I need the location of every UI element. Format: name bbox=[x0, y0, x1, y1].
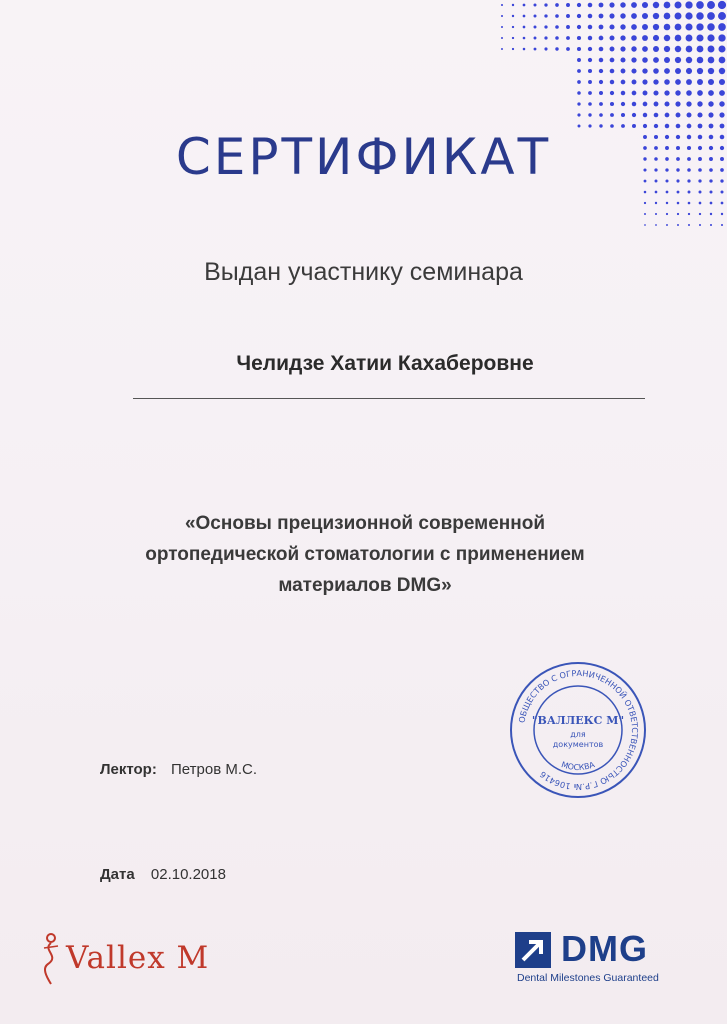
decorative-dot bbox=[577, 69, 581, 73]
decorative-dot bbox=[685, 12, 692, 19]
decorative-dot bbox=[696, 23, 703, 30]
decorative-dot bbox=[688, 191, 691, 194]
decorative-dot bbox=[642, 46, 648, 52]
decorative-dot bbox=[697, 112, 702, 117]
decorative-dot bbox=[685, 23, 692, 30]
decorative-dot bbox=[686, 101, 691, 106]
decorative-dot bbox=[620, 57, 625, 62]
dmg-arrow-icon bbox=[515, 932, 551, 968]
decorative-dot bbox=[631, 46, 636, 51]
decorative-dot bbox=[666, 202, 668, 204]
decorative-dot bbox=[610, 69, 615, 74]
decorative-dot bbox=[534, 48, 537, 51]
decorative-dot bbox=[621, 113, 625, 117]
decorative-dot bbox=[696, 1, 704, 9]
recipient-name: Челидзе Хатии Кахаберовне bbox=[236, 352, 534, 375]
decorative-dot bbox=[688, 224, 690, 226]
decorative-dot bbox=[686, 57, 692, 63]
decorative-dot bbox=[620, 2, 625, 7]
decorative-dot bbox=[609, 2, 614, 7]
decorative-dot bbox=[643, 102, 648, 107]
decorative-dot bbox=[719, 112, 724, 117]
decorative-dot bbox=[577, 47, 581, 51]
decorative-dot bbox=[699, 213, 701, 215]
decorative-dot bbox=[577, 25, 581, 29]
decorative-dot bbox=[577, 36, 581, 40]
decorative-dot bbox=[685, 1, 692, 8]
decorative-dot bbox=[599, 113, 603, 117]
decorative-dot bbox=[696, 12, 704, 20]
dmg-tagline: Dental Milestones Guaranteed bbox=[517, 972, 659, 984]
decorative-dot bbox=[501, 48, 503, 50]
decorative-dot bbox=[544, 3, 547, 6]
decorative-dot bbox=[610, 36, 615, 41]
date-label: Дата bbox=[100, 866, 135, 883]
decorative-dot bbox=[664, 101, 669, 106]
decorative-dot bbox=[588, 102, 592, 106]
decorative-dot bbox=[566, 14, 570, 18]
decorative-dot bbox=[675, 90, 680, 95]
decorative-dot bbox=[675, 101, 680, 106]
certificate-title: СЕРТИФИКАТ bbox=[175, 128, 552, 186]
decorative-dot bbox=[632, 102, 637, 107]
decorative-dot bbox=[555, 3, 559, 7]
decorative-dot bbox=[599, 36, 604, 41]
decorative-dot bbox=[533, 3, 536, 6]
decorative-dot bbox=[666, 191, 669, 194]
decorative-dot bbox=[642, 35, 648, 41]
decorative-dot bbox=[653, 46, 659, 52]
lecturer-value: Петров М.С. bbox=[171, 761, 257, 778]
decorative-dot bbox=[710, 191, 713, 194]
decorative-dot bbox=[501, 4, 503, 6]
decorative-dot bbox=[631, 13, 637, 19]
decorative-dot bbox=[655, 213, 657, 215]
decorative-dot bbox=[544, 36, 547, 39]
decorative-dot bbox=[610, 80, 614, 84]
decorative-dot bbox=[534, 26, 537, 29]
decorative-dot bbox=[642, 57, 648, 63]
decorative-dot bbox=[675, 35, 682, 42]
decorative-dot bbox=[707, 12, 715, 20]
decorative-dot bbox=[655, 202, 657, 204]
decorative-dot bbox=[643, 113, 647, 117]
decorative-dot bbox=[686, 90, 692, 96]
decorative-dot bbox=[653, 90, 658, 95]
vallex-wordmark: Vallex M bbox=[66, 940, 210, 976]
decorative-dot bbox=[697, 46, 704, 53]
decorative-dot bbox=[599, 91, 603, 95]
decorative-dot bbox=[686, 68, 692, 74]
stamp-company-name: "ВАЛЛЕКС М" bbox=[531, 714, 625, 727]
decorative-dot bbox=[664, 68, 670, 74]
decorative-dot bbox=[708, 90, 714, 96]
decorative-dot bbox=[632, 80, 637, 85]
decorative-dot bbox=[643, 91, 648, 96]
decorative-dot bbox=[677, 224, 679, 226]
decorative-dot bbox=[534, 15, 537, 18]
decorative-dot bbox=[676, 113, 681, 118]
decorative-dot bbox=[686, 46, 693, 53]
decorative-dot bbox=[621, 69, 626, 74]
decorative-dot bbox=[588, 58, 592, 62]
decorative-dot bbox=[675, 13, 682, 20]
decorative-dot bbox=[675, 79, 681, 85]
decorative-dot bbox=[577, 113, 580, 116]
decorative-dot bbox=[588, 3, 593, 8]
decorative-dot bbox=[599, 102, 603, 106]
decorative-dot bbox=[654, 113, 659, 118]
decorative-dot bbox=[620, 46, 625, 51]
stamp-line-1: для bbox=[570, 730, 586, 739]
decorative-dot bbox=[642, 24, 648, 30]
decorative-dot bbox=[512, 15, 514, 17]
decorative-dot bbox=[710, 202, 713, 205]
decorative-dot bbox=[534, 37, 537, 40]
course-title bbox=[110, 508, 620, 601]
decorative-dot bbox=[642, 79, 647, 84]
decorative-dot bbox=[708, 112, 713, 117]
decorative-dot bbox=[642, 68, 647, 73]
decorative-dot bbox=[644, 224, 646, 226]
decorative-dot bbox=[588, 113, 591, 116]
decorative-dot bbox=[588, 69, 592, 73]
decorative-dot bbox=[577, 58, 581, 62]
decorative-dot bbox=[566, 47, 570, 51]
decorative-dot bbox=[653, 79, 658, 84]
decorative-dot bbox=[609, 13, 614, 18]
decorative-dot bbox=[675, 46, 681, 52]
decorative-dot bbox=[588, 80, 592, 84]
decorative-dot bbox=[599, 25, 604, 30]
decorative-dot bbox=[675, 68, 681, 74]
decorative-dot bbox=[631, 68, 636, 73]
decorative-dot bbox=[621, 91, 626, 96]
decorative-dot bbox=[686, 35, 693, 42]
decorative-dot bbox=[677, 213, 679, 215]
decorative-dot bbox=[577, 3, 581, 7]
decorative-dot bbox=[664, 57, 670, 63]
decorative-dot bbox=[666, 224, 668, 226]
decorative-dot bbox=[664, 79, 670, 85]
decorative-dot bbox=[720, 190, 723, 193]
decorative-dot bbox=[664, 90, 669, 95]
decorative-dot bbox=[555, 25, 559, 29]
decorative-dot bbox=[631, 57, 636, 62]
decorative-dot bbox=[523, 37, 526, 40]
decorative-dot bbox=[664, 24, 671, 31]
decorative-dot bbox=[708, 68, 714, 74]
decorative-dot bbox=[719, 79, 725, 85]
decorative-dot bbox=[719, 101, 724, 106]
decorative-dot bbox=[610, 58, 615, 63]
decorative-dot bbox=[718, 45, 725, 52]
decorative-dot bbox=[512, 26, 514, 28]
decorative-dot bbox=[523, 15, 526, 18]
decorative-dot bbox=[664, 35, 670, 41]
decorative-dot bbox=[555, 47, 558, 50]
course-line-3: материалов DMG» bbox=[278, 575, 452, 596]
decorative-dot bbox=[688, 202, 691, 205]
decorative-dot bbox=[653, 57, 659, 63]
decorative-dot bbox=[621, 80, 626, 85]
decorative-dot bbox=[631, 35, 637, 41]
decorative-dot bbox=[523, 26, 526, 29]
decorative-dot bbox=[566, 36, 570, 40]
decorative-dot bbox=[654, 102, 659, 107]
decorative-dot bbox=[566, 3, 570, 7]
decorative-dot bbox=[599, 58, 604, 63]
decorative-dot bbox=[719, 57, 726, 64]
decorative-dot bbox=[620, 24, 625, 29]
decorative-dot bbox=[599, 3, 604, 8]
decorative-dot bbox=[644, 191, 647, 194]
stamp-ring-text: ОБЩЕСТВО С ОГРАНИЧЕННОЙ ОТВЕТСТВЕННОСТЬЮ Г.Р.№ 106416 bbox=[516, 667, 641, 793]
decorative-dot bbox=[707, 1, 715, 9]
decorative-dot bbox=[653, 13, 659, 19]
stamp-line-2: документов bbox=[552, 740, 604, 749]
decorative-dot bbox=[699, 224, 701, 226]
decorative-dot bbox=[577, 14, 581, 18]
decorative-dot bbox=[501, 37, 503, 39]
decorative-dot bbox=[610, 102, 614, 106]
decorative-dot bbox=[707, 23, 715, 31]
decorative-dot bbox=[707, 34, 714, 41]
decorative-dot bbox=[512, 48, 514, 50]
vallex-figure-icon bbox=[38, 932, 64, 986]
decorative-dot bbox=[588, 14, 593, 19]
decorative-dot bbox=[599, 47, 604, 52]
decorative-dot bbox=[577, 91, 581, 95]
decorative-dot bbox=[686, 79, 692, 85]
decorative-dot bbox=[687, 113, 692, 118]
decorative-dot bbox=[501, 15, 503, 17]
decorative-dot bbox=[718, 12, 726, 20]
decorative-dot bbox=[620, 13, 625, 18]
decorative-dot bbox=[718, 34, 725, 41]
decorative-dot bbox=[588, 47, 592, 51]
vallex-logo bbox=[38, 930, 278, 990]
decorative-dot bbox=[631, 2, 637, 8]
name-underline bbox=[133, 398, 645, 399]
decorative-dot bbox=[588, 25, 593, 30]
certificate-subtitle: Выдан участнику семинара bbox=[204, 258, 523, 286]
decorative-dot bbox=[718, 23, 726, 31]
course-line-1: «Основы прецизионной современной bbox=[184, 513, 546, 534]
decorative-dot bbox=[501, 26, 503, 28]
decorative-dot bbox=[577, 80, 581, 84]
decorative-dot bbox=[642, 13, 648, 19]
decorative-dot bbox=[632, 113, 636, 117]
decorative-dot bbox=[696, 34, 703, 41]
decorative-dot bbox=[708, 46, 715, 53]
decorative-dot bbox=[653, 24, 659, 30]
decorative-dot bbox=[588, 91, 592, 95]
decorative-dot bbox=[653, 68, 659, 74]
decorative-dot bbox=[631, 24, 637, 30]
decorative-dot bbox=[688, 213, 690, 215]
lecturer-label: Лектор: bbox=[100, 761, 157, 778]
decorative-dot bbox=[697, 101, 702, 106]
decorative-dot bbox=[655, 224, 657, 226]
decorative-dot bbox=[721, 224, 723, 226]
decorative-dot bbox=[710, 224, 712, 226]
decorative-dot bbox=[677, 202, 680, 205]
decorative-dot bbox=[719, 68, 725, 74]
decorative-dot bbox=[664, 13, 671, 20]
decorative-dot bbox=[599, 69, 603, 73]
decorative-dot bbox=[566, 25, 570, 29]
decorative-dot bbox=[523, 48, 526, 51]
decorative-dot bbox=[719, 90, 725, 96]
decorative-dot bbox=[653, 2, 659, 8]
decorative-dot bbox=[512, 37, 514, 39]
decorative-dot bbox=[699, 202, 702, 205]
decorative-dot bbox=[555, 36, 559, 40]
decorative-dot bbox=[610, 47, 615, 52]
decorative-dot bbox=[677, 191, 680, 194]
decorative-dot bbox=[697, 57, 704, 64]
lecturer-line bbox=[100, 761, 257, 778]
decorative-dot bbox=[610, 91, 614, 95]
decorative-dot bbox=[644, 202, 646, 204]
decorative-dot bbox=[697, 90, 703, 96]
decorative-dot bbox=[708, 79, 714, 85]
decorative-dot bbox=[664, 2, 671, 9]
decorative-dot bbox=[609, 24, 614, 29]
decorative-dot bbox=[708, 101, 713, 106]
decorative-dot bbox=[664, 46, 670, 52]
svg-text:МОСКВА bbox=[560, 760, 596, 772]
decorative-dot bbox=[697, 68, 703, 74]
decorative-dot bbox=[588, 36, 592, 40]
decorative-dot-pattern bbox=[497, 0, 727, 230]
decorative-dot bbox=[699, 191, 702, 194]
decorative-dot bbox=[523, 4, 526, 7]
decorative-dot bbox=[620, 35, 625, 40]
decorative-dot bbox=[599, 14, 604, 19]
decorative-dot bbox=[644, 213, 646, 215]
decorative-dot bbox=[721, 213, 723, 215]
decorative-dot bbox=[675, 57, 681, 63]
decorative-dot bbox=[697, 79, 703, 85]
decorative-dot bbox=[642, 2, 648, 8]
decorative-dot bbox=[710, 213, 712, 215]
decorative-dot bbox=[544, 25, 547, 28]
decorative-dot bbox=[544, 47, 547, 50]
decorative-dot bbox=[599, 80, 603, 84]
decorative-dot bbox=[512, 4, 514, 6]
course-line-2: ортопедической стоматологии с применением bbox=[145, 544, 585, 565]
decorative-dot bbox=[555, 14, 559, 18]
decorative-dot bbox=[666, 213, 668, 215]
decorative-dot bbox=[577, 102, 580, 105]
decorative-dot bbox=[718, 1, 726, 9]
decorative-dot bbox=[653, 35, 659, 41]
decorative-dot bbox=[632, 91, 637, 96]
decorative-dot bbox=[721, 202, 724, 205]
company-stamp bbox=[508, 660, 648, 800]
stamp-city-text: МОСКВА bbox=[560, 760, 596, 773]
decorative-dot bbox=[708, 57, 715, 64]
decorative-dot bbox=[665, 113, 670, 118]
dmg-wordmark: DMG bbox=[561, 928, 648, 969]
decorative-dot bbox=[621, 102, 625, 106]
decorative-dot bbox=[610, 113, 614, 117]
decorative-dot bbox=[675, 24, 682, 31]
decorative-dot bbox=[544, 14, 547, 17]
decorative-dot bbox=[674, 1, 681, 8]
date-line bbox=[100, 866, 226, 883]
dmg-logo bbox=[515, 930, 705, 990]
date-value: 02.10.2018 bbox=[150, 866, 226, 883]
decorative-dot bbox=[655, 191, 658, 194]
